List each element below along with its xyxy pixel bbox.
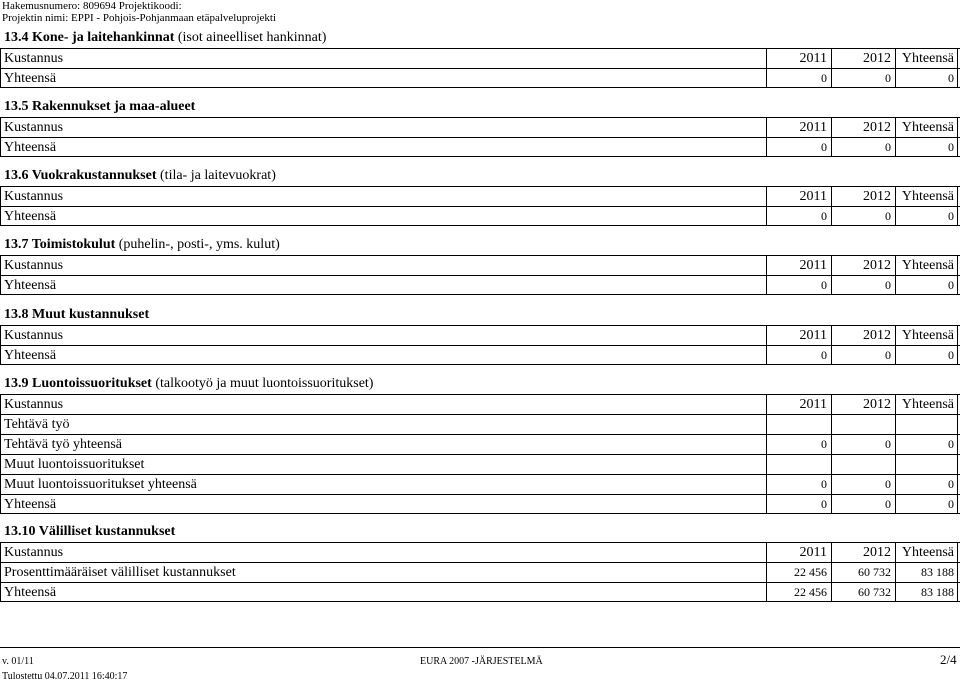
value-2012 (831, 455, 895, 474)
row-label: Yhteensä (4, 497, 57, 512)
row-border (0, 495, 1, 514)
section-heading: 13.9 Luontoissuoritukset (4, 376, 152, 391)
row-border (0, 69, 1, 88)
value-2011: 2011 (766, 543, 831, 562)
footer-page-number: 2/4 (940, 652, 957, 667)
value-2011: 2011 (766, 49, 831, 68)
row-label: Kustannus (4, 51, 64, 66)
value-2011: 22 456 (766, 583, 831, 602)
value-total: Yhteensä (895, 187, 958, 206)
section (0, 374, 960, 514)
value-total: 0 (895, 207, 958, 226)
column-header-row (0, 48, 960, 68)
section-subtitle: (tila- ja laitevuokrat) (160, 168, 276, 183)
value-2012: 2012 (831, 49, 895, 68)
column-header-row (0, 117, 960, 137)
row-border (0, 346, 1, 365)
row-border (0, 563, 1, 582)
section-heading: 13.7 Toimistokulut (4, 237, 116, 252)
section (0, 166, 960, 226)
value-2011 (766, 415, 831, 434)
value-total (895, 455, 958, 474)
footer-version: v. 01/11 (2, 656, 34, 667)
value-2012: 0 (831, 276, 895, 295)
value-2011: 2011 (766, 118, 831, 137)
value-2012: 0 (831, 207, 895, 226)
section-subtitle: (talkootyö ja muut luontoissuoritukset) (155, 376, 374, 391)
section-heading: 13.4 Kone- ja laitehankinnat (4, 30, 175, 45)
table-row (0, 206, 960, 226)
row-label: Kustannus (4, 120, 64, 135)
value-total: Yhteensä (895, 395, 958, 414)
table-row (0, 562, 960, 582)
value-2012: 0 (831, 346, 895, 365)
value-2011: 2011 (766, 256, 831, 275)
section (0, 235, 960, 295)
value-total: Yhteensä (895, 543, 958, 562)
row-label: Yhteensä (4, 209, 57, 224)
column-header-row (0, 394, 960, 414)
table-row (0, 494, 960, 514)
section-title (0, 97, 960, 117)
section-title (0, 305, 960, 325)
row-label: Yhteensä (4, 71, 57, 86)
value-2011: 2011 (766, 326, 831, 345)
value-total: 0 (895, 475, 958, 494)
value-2011: 0 (766, 495, 831, 514)
row-label: Tehtävä työ yhteensä (4, 437, 122, 452)
row-label: Yhteensä (4, 278, 57, 293)
value-total: Yhteensä (895, 256, 958, 275)
value-2011: 2011 (766, 395, 831, 414)
value-2011 (766, 455, 831, 474)
section-heading: 13.5 Rakennukset ja maa-alueet (4, 99, 196, 114)
value-total: Yhteensä (895, 49, 958, 68)
row-border (0, 118, 1, 137)
section-heading: 13.6 Vuokrakustannukset (4, 168, 157, 183)
value-total: 83 188 (895, 583, 958, 602)
value-2012: 2012 (831, 395, 895, 414)
value-2012: 60 732 (831, 583, 895, 602)
footer-printed: Tulostettu 04.07.2011 16:40:17 (2, 671, 128, 682)
value-total: 0 (895, 435, 958, 454)
table-row (0, 68, 960, 88)
section (0, 305, 960, 365)
column-header-row (0, 325, 960, 345)
row-label: Yhteensä (4, 348, 57, 363)
row-label: Muut luontoissuoritukset yhteensä (4, 477, 197, 492)
value-total: 0 (895, 69, 958, 88)
row-label: Tehtävä työ (4, 417, 70, 432)
footer-system: EURA 2007 -JÄRJESTELMÄ (420, 656, 543, 667)
section-subtitle: (puhelin-, posti-, yms. kulut) (118, 237, 280, 252)
project-name: Projektin nimi: EPPI - Pohjois-Pohjanmaan etäpalveluprojekti (2, 12, 277, 24)
row-border (0, 435, 1, 454)
row-border (0, 415, 1, 434)
value-2012: 2012 (831, 118, 895, 137)
table-row (0, 414, 960, 434)
row-border (0, 475, 1, 494)
row-label: Yhteensä (4, 140, 57, 155)
row-border (0, 326, 1, 345)
table-row (0, 434, 960, 454)
value-total: 0 (895, 276, 958, 295)
table-row (0, 582, 960, 602)
value-2012: 0 (831, 495, 895, 514)
value-2011: 0 (766, 138, 831, 157)
row-border (0, 138, 1, 157)
section-subtitle: (isot aineelliset hankinnat) (177, 30, 327, 45)
value-2012: 0 (831, 138, 895, 157)
value-total: Yhteensä (895, 326, 958, 345)
row-border (0, 543, 1, 562)
value-2012 (831, 415, 895, 434)
section-title (0, 166, 960, 186)
value-2012: 0 (831, 475, 895, 494)
row-border (0, 187, 1, 206)
row-label: Prosenttimääräiset välilliset kustannukset (4, 565, 236, 580)
row-label: Kustannus (4, 545, 64, 560)
value-2012: 0 (831, 435, 895, 454)
section-title (0, 235, 960, 255)
row-border (0, 395, 1, 414)
section (0, 97, 960, 157)
column-header-row (0, 255, 960, 275)
value-2011: 0 (766, 69, 831, 88)
row-border (0, 49, 1, 68)
value-2012: 60 732 (831, 563, 895, 582)
column-header-row (0, 186, 960, 206)
table-row (0, 345, 960, 365)
column-header-row (0, 542, 960, 562)
document-header (2, 0, 276, 24)
row-border (0, 455, 1, 474)
section (0, 28, 960, 88)
row-label: Yhteensä (4, 585, 57, 600)
row-label: Kustannus (4, 397, 64, 412)
value-2011: 0 (766, 346, 831, 365)
value-2011: 0 (766, 207, 831, 226)
row-border (0, 256, 1, 275)
value-total: 0 (895, 495, 958, 514)
value-2012: 0 (831, 69, 895, 88)
row-label: Kustannus (4, 328, 64, 343)
row-label: Kustannus (4, 189, 64, 204)
row-label: Muut luontoissuoritukset (4, 457, 145, 472)
value-2012: 2012 (831, 256, 895, 275)
section-heading: 13.10 Välilliset kustannukset (4, 524, 176, 539)
value-2011: 0 (766, 435, 831, 454)
value-total: 0 (895, 138, 958, 157)
table-row (0, 137, 960, 157)
value-2012: 2012 (831, 187, 895, 206)
value-total: Yhteensä (895, 118, 958, 137)
value-2011: 0 (766, 475, 831, 494)
value-total: 0 (895, 346, 958, 365)
section-title (0, 522, 960, 542)
value-total (895, 415, 958, 434)
table-row (0, 275, 960, 295)
value-2011: 0 (766, 276, 831, 295)
value-2012: 2012 (831, 543, 895, 562)
section-title (0, 374, 960, 394)
value-2012: 2012 (831, 326, 895, 345)
row-border (0, 583, 1, 602)
table-row (0, 454, 960, 474)
row-border (0, 276, 1, 295)
section-heading: 13.8 Muut kustannukset (4, 307, 150, 322)
value-2011: 2011 (766, 187, 831, 206)
value-2011: 22 456 (766, 563, 831, 582)
row-border (0, 207, 1, 226)
section (0, 522, 960, 602)
footer-divider (0, 647, 960, 648)
value-total: 83 188 (895, 563, 958, 582)
row-label: Kustannus (4, 258, 64, 273)
section-title (0, 28, 960, 48)
table-row (0, 474, 960, 494)
application-number: Hakemusnumero: 809694 Projektikoodi: (2, 0, 182, 12)
